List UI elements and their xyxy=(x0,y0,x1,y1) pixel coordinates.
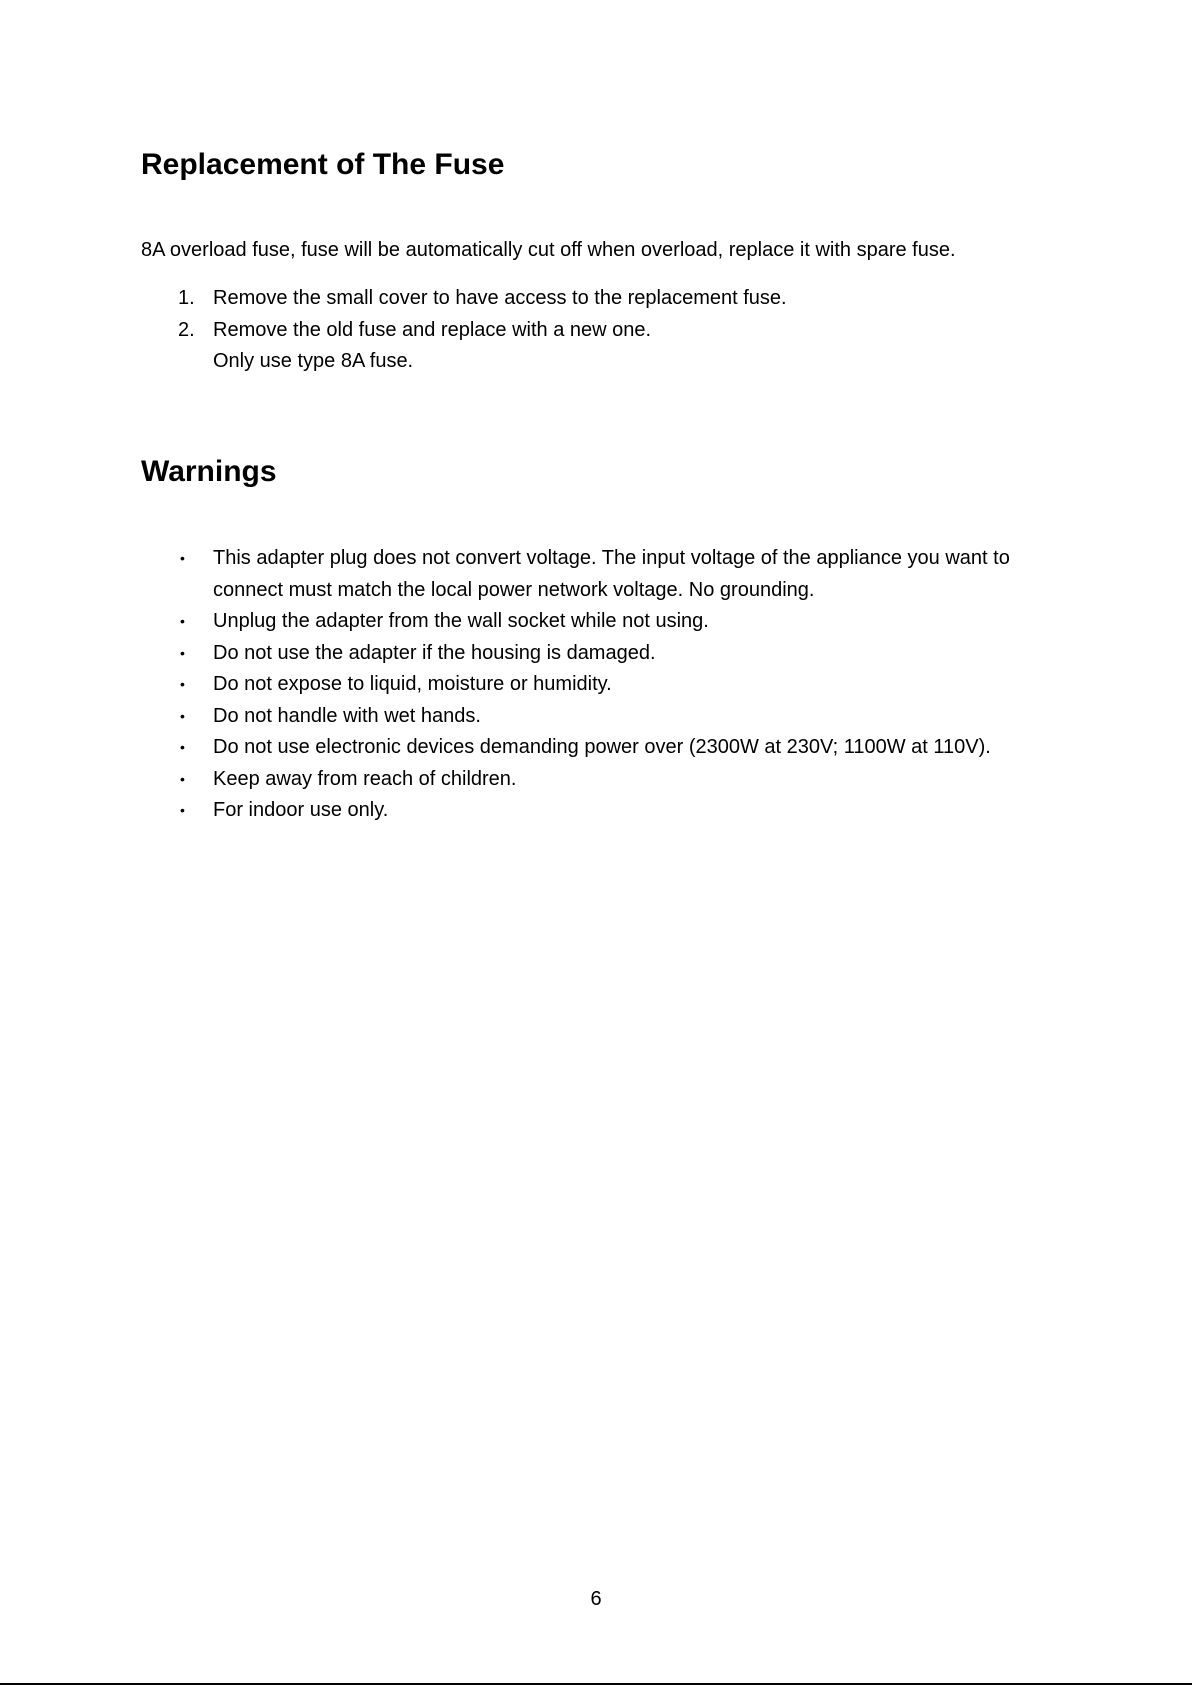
bullet-icon: • xyxy=(180,739,185,755)
step-note: Only use type 8A fuse. xyxy=(213,350,414,372)
fuse-step xyxy=(0,283,1192,315)
step-text: Remove the old fuse and replace with a new one. xyxy=(213,318,652,341)
warning-item xyxy=(0,669,1053,701)
fuse-section-heading: Replacement of The Fuse xyxy=(141,148,505,181)
fuse-intro-text: 8A overload fuse, fuse will be automatically cut off when overload, replace it with spare fuse. xyxy=(141,239,956,261)
warnings-list xyxy=(0,543,1192,827)
warning-item xyxy=(0,701,1053,733)
warning-text: Do not handle with wet hands. xyxy=(213,704,481,727)
step-text: Remove the small cover to have access to the replacement fuse. xyxy=(213,287,787,309)
bullet-icon: • xyxy=(180,550,185,566)
warning-text: This adapter plug does not convert voltage. The input voltage of the appliance you want to connect must match the local power network voltage. No grounding. xyxy=(213,547,1010,601)
warning-text: Do not use electronic devices demanding power over (2300W at 230V; 1100W at 110V). xyxy=(213,736,991,758)
bullet-icon: • xyxy=(180,802,185,818)
warning-text: Do not expose to liquid, moisture or humidity. xyxy=(213,673,612,695)
warning-text: Unplug the adapter from the wall socket while not using. xyxy=(213,610,709,632)
warning-item xyxy=(0,606,1053,638)
bullet-icon: • xyxy=(180,770,185,787)
warning-item xyxy=(0,795,1053,827)
warning-text: For indoor use only. xyxy=(213,799,389,821)
bullet-icon: • xyxy=(180,676,185,692)
warning-text: Do not use the adapter if the housing is damaged. xyxy=(213,641,656,664)
warning-item xyxy=(0,638,1053,670)
warning-item xyxy=(0,543,1053,606)
page-number: 6 xyxy=(590,1588,602,1610)
bullet-icon: • xyxy=(180,644,185,661)
bullet-icon: • xyxy=(180,707,185,724)
step-number: 2. xyxy=(178,318,195,341)
step-number: 1. xyxy=(178,287,195,309)
fuse-step xyxy=(0,315,1192,378)
fuse-steps-list xyxy=(0,283,1192,378)
warning-item xyxy=(0,764,1053,796)
warning-item xyxy=(0,732,1053,764)
warning-text: Keep away from reach of children. xyxy=(213,767,517,790)
warnings-section-heading: Warnings xyxy=(141,455,277,488)
bullet-icon: • xyxy=(180,613,185,629)
